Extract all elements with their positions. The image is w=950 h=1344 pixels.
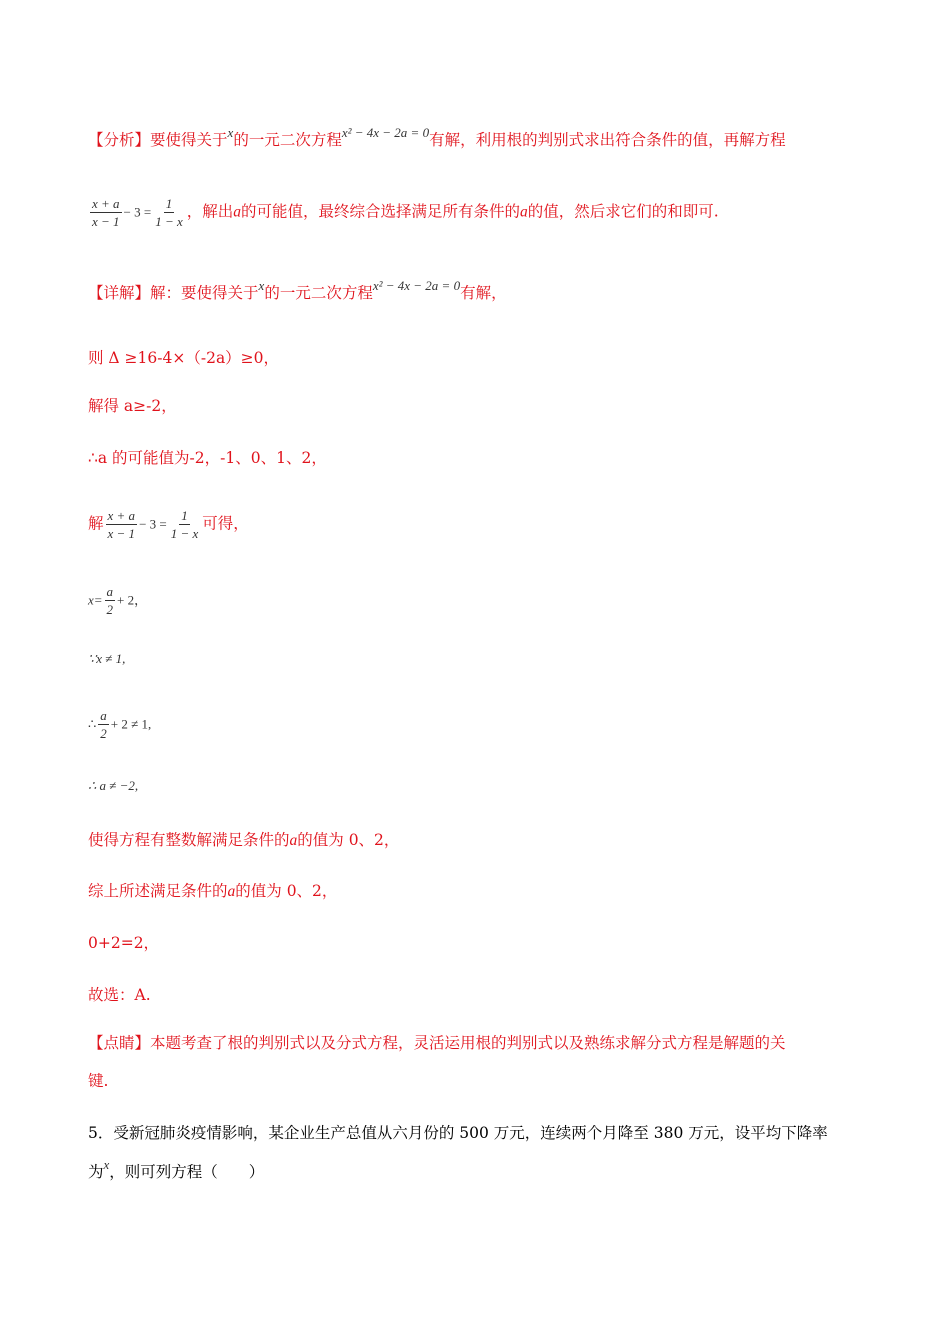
detail-answer: 故选：A. [88,986,151,1004]
detail-line-1: 【详解】解：要使得关于$^x$的一元二次方程$^{x^2 - 4x - 2a = 0}$有解， [88,278,507,302]
fraction-a-over-2-b: $\frac{a}{2}$ [100,708,107,741]
question5-line-1: 5．受新冠肺炎疫情影响，某企业生产总值从六月份的 500 万元，连续两个月降至 380 万元，设平均下降率 [88,1124,828,1142]
comment-tag: 【点睛】 [88,1034,151,1052]
detail-step-integer: 使得方程有整数解满足条件的a的值为 0、2， [88,831,400,849]
detail-step-summary: 综上所述满足条件的a的值为 0、2， [88,882,338,900]
analysis-tag: 【分析】 [88,131,151,149]
fraction-left-2: $\frac{x + a}{x - 1}$ [107,508,136,541]
fraction-right-2: $\frac{1}{1 - x}$ [170,508,199,541]
detail-because: ∵x ≠ 1, [88,651,126,666]
detail-step-solve-eq: 解 $\frac{x + a}{x - 1}$ − 3 = $\frac{1}{1 - x}$ 可得， [88,508,249,541]
detail-therefore-2: ∴ a ≠ −2, [88,778,139,793]
detail-step-x-value: x= $\frac{a}{2}$ + 2， [88,584,148,617]
detail-step-sum: 0+2=2， [88,934,160,952]
analysis-equation: x² − 4x − 2a = 0 [341,125,430,140]
fraction-right: $\frac{1}{1 - x}$ [155,196,183,229]
detail-therefore-1: ∴ $\frac{a}{2}$ + 2 ≠ 1, [88,708,152,741]
fraction-left: $\frac{x + a}{x - 1}$ [92,196,120,229]
analysis-line-1: 【分析】要使得关于$^x$的一元二次方程$^{x^2 - 4x - 2a = 0}$有解，利用根的判别式求出符合条件的值，再解方程 [88,125,786,149]
analysis-line-2: $\frac{x + a}{x - 1}$ − 3 = $\frac{1}{1 - x}$ ，解出a的可能值，最终综合选择满足所有条件的a的值，然后求它们的和即可. [92,196,719,229]
comment-line-1: 【点睛】本题考查了根的判别式以及分式方程，灵活运用根的判别式以及熟练求解分式方程是解题的关 [88,1034,786,1052]
detail-tag: 【详解】 [88,284,151,302]
detail-step-discriminant: 则 Δ ≥16-4×（-2a）≥0， [88,349,280,367]
detail-step-values: ∴a 的可能值为-2，-1、0、1、2， [88,449,327,467]
fraction-a-over-2: $\frac{a}{2}$ [106,584,114,617]
comment-line-2: 键. [88,1072,109,1090]
question5-line-2: 为$^x$，则可列方程（ ） [88,1157,265,1181]
detail-step-solve-a: 解得 a≥-2， [88,397,177,415]
